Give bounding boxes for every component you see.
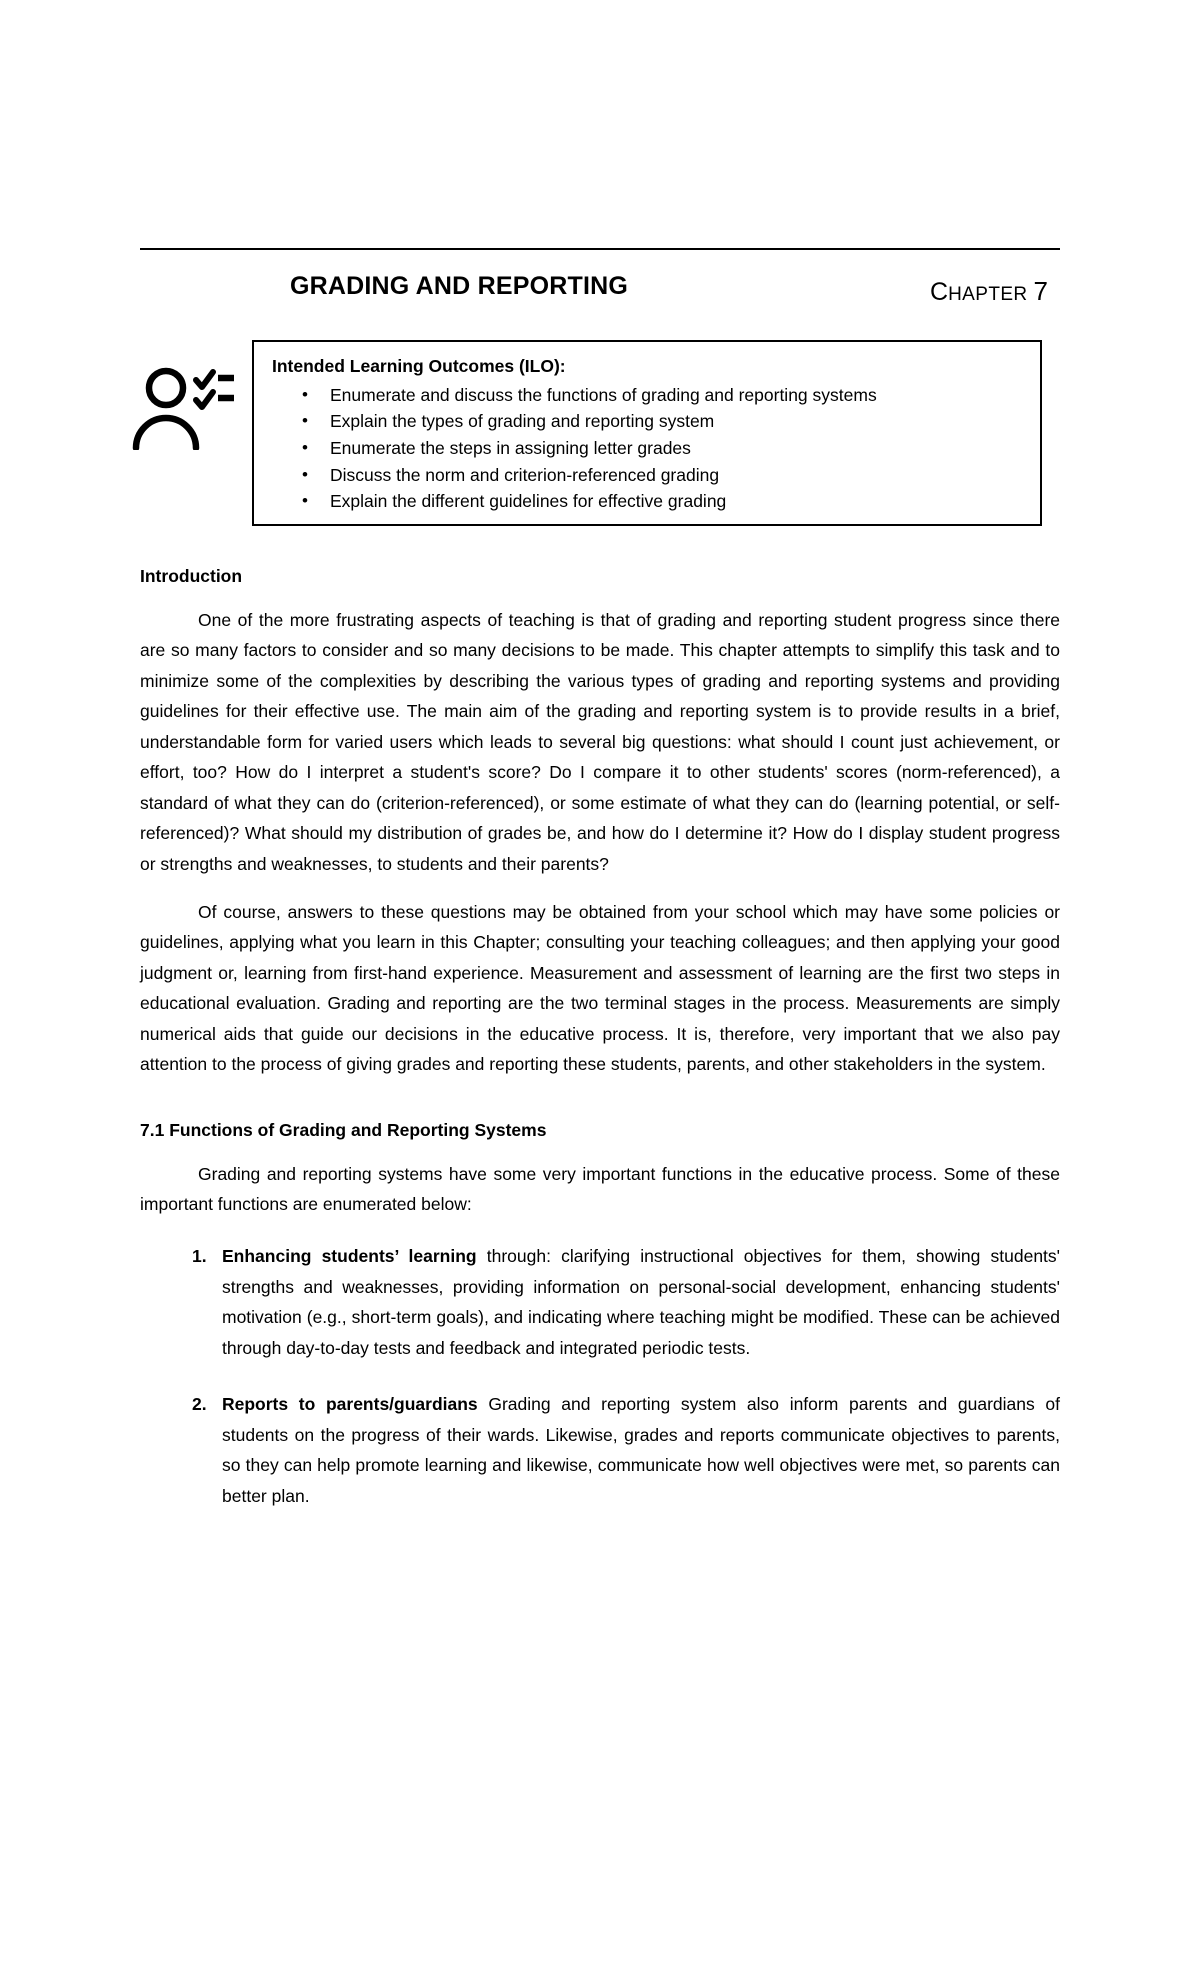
- chapter-header-row: [140, 272, 1060, 328]
- page-content-column: [140, 0, 1060, 1511]
- intended-learning-outcomes-block: [140, 340, 1060, 536]
- chapter-word-rest: HAPTER: [948, 284, 1028, 305]
- introduction-paragraph-1: One of the more frustrating aspects of teaching is that of grading and reporting student progress since there are so many factors to consider and so many decisions to be made. This chapter attempts to simplify this task and to minimize some of the complexities by describing the various types of grading and reporting systems and providing guidelines for their effective use. The main aim of the grading and reporting system is to provide results in a brief, understandable form for varied users which leads to several big questions: what should I count just achievement, or effort, too? How do I interpret a student's score? Do I compare it to other students' scores (norm-referenced), a standard of what they can do (criterion-referenced), or some estimate of what they can do (learning potential, or self-referenced)? What should my distribution of grades be, and how do I determine it? How do I display student progress or strengths and weaknesses, to students and their parents?: [140, 610, 1060, 874]
- ilo-list-item: [272, 408, 1024, 435]
- ilo-list-item: [272, 488, 1024, 515]
- bullet-icon: •: [302, 411, 308, 431]
- list-item: [140, 1241, 1060, 1363]
- list-item-number: 1.: [192, 1246, 207, 1267]
- bullet-icon: •: [302, 491, 308, 511]
- ilo-list-item: [272, 462, 1024, 489]
- chapter-word-first-letter: C: [930, 278, 949, 306]
- ilo-item-label: Discuss the norm and criterion-referenced grading: [330, 464, 720, 485]
- ilo-list: [272, 382, 1024, 515]
- ilo-box: [252, 340, 1042, 526]
- functions-numbered-list: [140, 1241, 1060, 1511]
- chapter-label: [930, 278, 1048, 305]
- bullet-icon: •: [302, 464, 308, 484]
- ilo-item-label: Enumerate the steps in assigning letter grades: [330, 438, 691, 459]
- ilo-item-label: Explain the types of grading and reporting system: [330, 411, 715, 432]
- list-item-text: Grading and reporting system also inform parents and guardians of students on the progress of their wards. Likewise, grades and reports communicate objectives to parents, so they can help promote learning and likewise, communicate how well objectives were met, so parents can better plan.: [222, 1394, 1060, 1506]
- ilo-heading: Intended Learning Outcomes (ILO):: [272, 356, 566, 376]
- ilo-list-item: [272, 435, 1024, 462]
- list-item-lead: Reports to parents/guardians: [222, 1394, 478, 1415]
- list-item-lead: Enhancing students’ learning: [222, 1246, 477, 1267]
- chapter-number: 7: [1033, 276, 1048, 306]
- bullet-icon: •: [302, 384, 308, 404]
- list-item-text: through: clarifying instructional objectives for them, showing students' strengths and weaknesses, providing information on personal-social development, enhancing students' motivation (e.g., short-term goals), and indicating where teaching might be modified. These can be achieved through day-to-day tests and feedback and integrated periodic tests.: [222, 1246, 1060, 1358]
- person-checklist-icon: [126, 364, 234, 450]
- list-item-number: 2.: [192, 1394, 207, 1415]
- list-item: [140, 1389, 1060, 1511]
- bullet-icon: •: [302, 438, 308, 458]
- section-7-1-intro-paragraph: Grading and reporting systems have some very important functions in the educative process. Some of these important functions are enumerated below:: [140, 1163, 1060, 1214]
- introduction-heading: Introduction: [140, 566, 243, 586]
- introduction-paragraph-2: Of course, answers to these questions may be obtained from your school which may have some policies or guidelines, applying what you learn in this Chapter; consulting your teaching colleagues; and then applying your good judgment or, learning from first-hand experience. Measurement and assessment of learning are the first two steps in educational evaluation. Grading and reporting are the two terminal stages in the process. Measurements are simply numerical aids that guide our decisions in the educative process. It is, therefore, very important that we also pay attention to the process of giving grades and reporting these students, parents, and other stakeholders in the system.: [140, 901, 1060, 1075]
- ilo-item-label: Enumerate and discuss the functions of grading and reporting systems: [330, 384, 877, 405]
- section-7-1-heading: 7.1 Functions of Grading and Reporting Systems: [140, 1119, 547, 1140]
- ilo-list-item: [272, 382, 1024, 409]
- ilo-item-label: Explain the different guidelines for effective grading: [330, 491, 727, 512]
- page-title: GRADING AND REPORTING: [290, 272, 629, 300]
- header-horizontal-rule: [140, 248, 1060, 250]
